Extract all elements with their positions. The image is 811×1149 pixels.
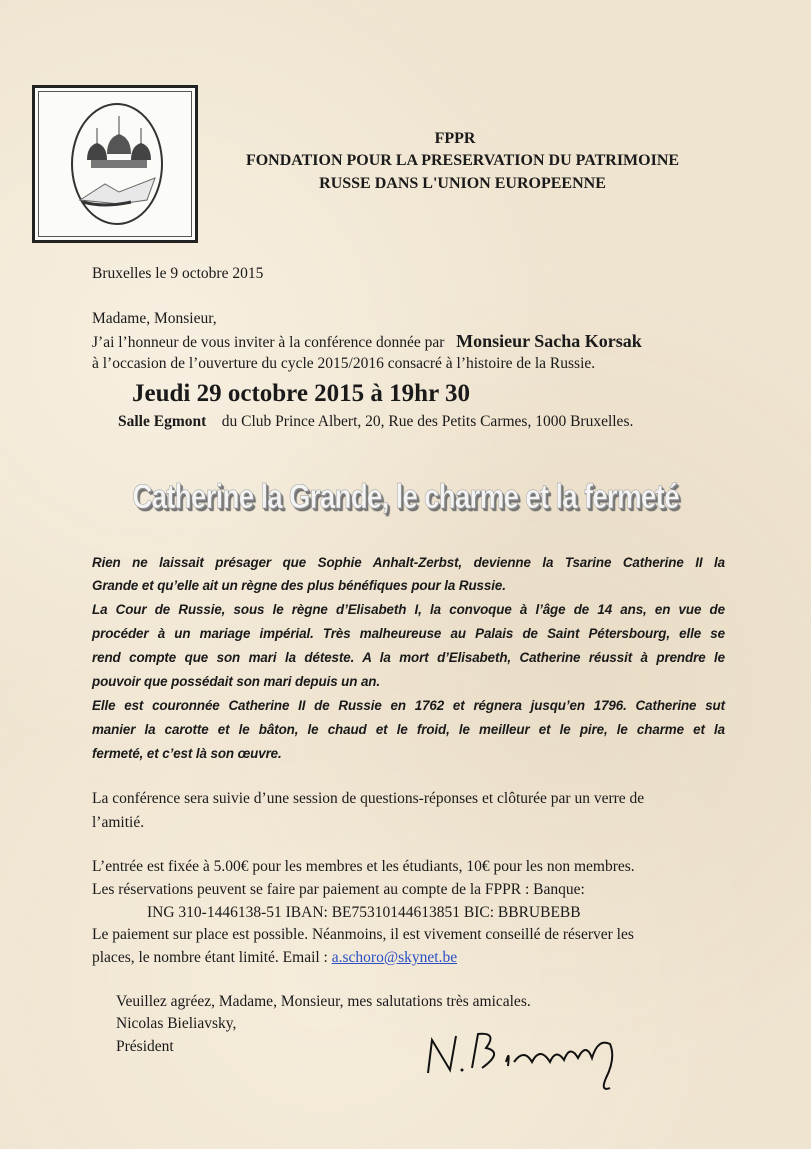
salutation: Madame, Monsieur,: [92, 310, 217, 327]
bank-details: ING 310-1446138-51 IBAN: BE75310144613851 BIC: BBRUBEBB: [147, 904, 581, 921]
followup-line1: La conférence sera suivie d’une session de questions-réponses et clôturée par un verre de: [92, 790, 645, 807]
payment-line2: [92, 949, 457, 967]
payment-line1: Le paiement sur place est possible. Néanmoins, il est vivement conseillé de réserver les: [92, 926, 634, 943]
venue-name: Salle Egmont: [118, 413, 207, 430]
reservation-line: Les réservations peuvent se faire par paiement au compte de la FPPR : Banque:: [92, 881, 585, 898]
summary-line: rend compte que son mari la déteste. A la mort d’Elisabeth, Catherine réussit à prendre le: [92, 650, 725, 665]
invite-line1: [92, 332, 642, 352]
invite-line2: à l’occasion de l’ouverture du cycle 2015/2016 consacré à l’histoire de la Russie.: [92, 355, 596, 372]
speaker-name: Monsieur Sacha Korsak: [456, 331, 642, 351]
venue-address: du Club Prince Albert, 20, Rue des Petits Carmes, 1000 Bruxelles.: [221, 413, 634, 430]
summary-line: Rien ne laissait présager que Sophie Anhalt-Zerbst, devienne la Tsarine Catherine II la: [92, 555, 725, 570]
org-name-line1: FONDATION POUR LA PRESERVATION DU PATRIMOINE: [245, 152, 680, 169]
summary-line: fermeté, et c’est là son œuvre.: [92, 746, 282, 761]
summary-line: Elle est couronnée Catherine II de Russie en 1762 et régnera jusqu’en 1796. Catherine sut: [92, 698, 725, 713]
fee-line: L’entrée est fixée à 5.00€ pour les membres et les étudiants, 10€ pour les non membres.: [92, 858, 635, 875]
followup-line2: l’amitié.: [92, 814, 145, 831]
church-domes-book-emblem-icon: [35, 88, 195, 240]
summary-line: procéder à un mariage impérial. Très malheureuse au Palais de Saint Pétersbourg, elle se: [92, 626, 725, 641]
email-link[interactable]: a.schoro@skynet.be: [331, 949, 458, 966]
letter-date: Bruxelles le 9 octobre 2015: [92, 265, 264, 282]
event-datetime: Jeudi 29 octobre 2015 à 19hr 30: [132, 380, 470, 407]
foundation-logo: [32, 85, 198, 243]
signatory-title: Président: [116, 1038, 174, 1055]
payment-text: places, le nombre étant limité. Email :: [92, 949, 332, 966]
talk-title: Catherine la Grande, le charme et la fermeté: [132, 478, 679, 516]
summary-line: La Cour de Russie, sous le règne d’Elisabeth I, la convoque à l’âge de 14 ans, en vue de: [92, 602, 725, 617]
signatory-name: Nicolas Bieliavsky,: [116, 1015, 237, 1032]
summary-line: manier la carotte et le bâton, le chaud et le froid, le meilleur et le pire, le charme et la: [92, 722, 725, 737]
closing: Veuillez agréez, Madame, Monsieur, mes salutations très amicales.: [116, 993, 531, 1010]
org-name-line2: RUSSE DANS L'UNION EUROPEENNE: [319, 175, 606, 192]
org-acronym: FPPR: [434, 130, 476, 147]
handwritten-signature: [420, 1018, 640, 1103]
venue-line: [118, 413, 633, 431]
summary-line: pouvoir que possédait son mari depuis un an.: [92, 674, 381, 689]
invite-text: J’ai l’honneur de vous inviter à la conférence donnée par: [92, 334, 445, 351]
summary-line: Grande et qu’elle ait un règne des plus bénéfiques pour la Russie.: [92, 578, 506, 593]
